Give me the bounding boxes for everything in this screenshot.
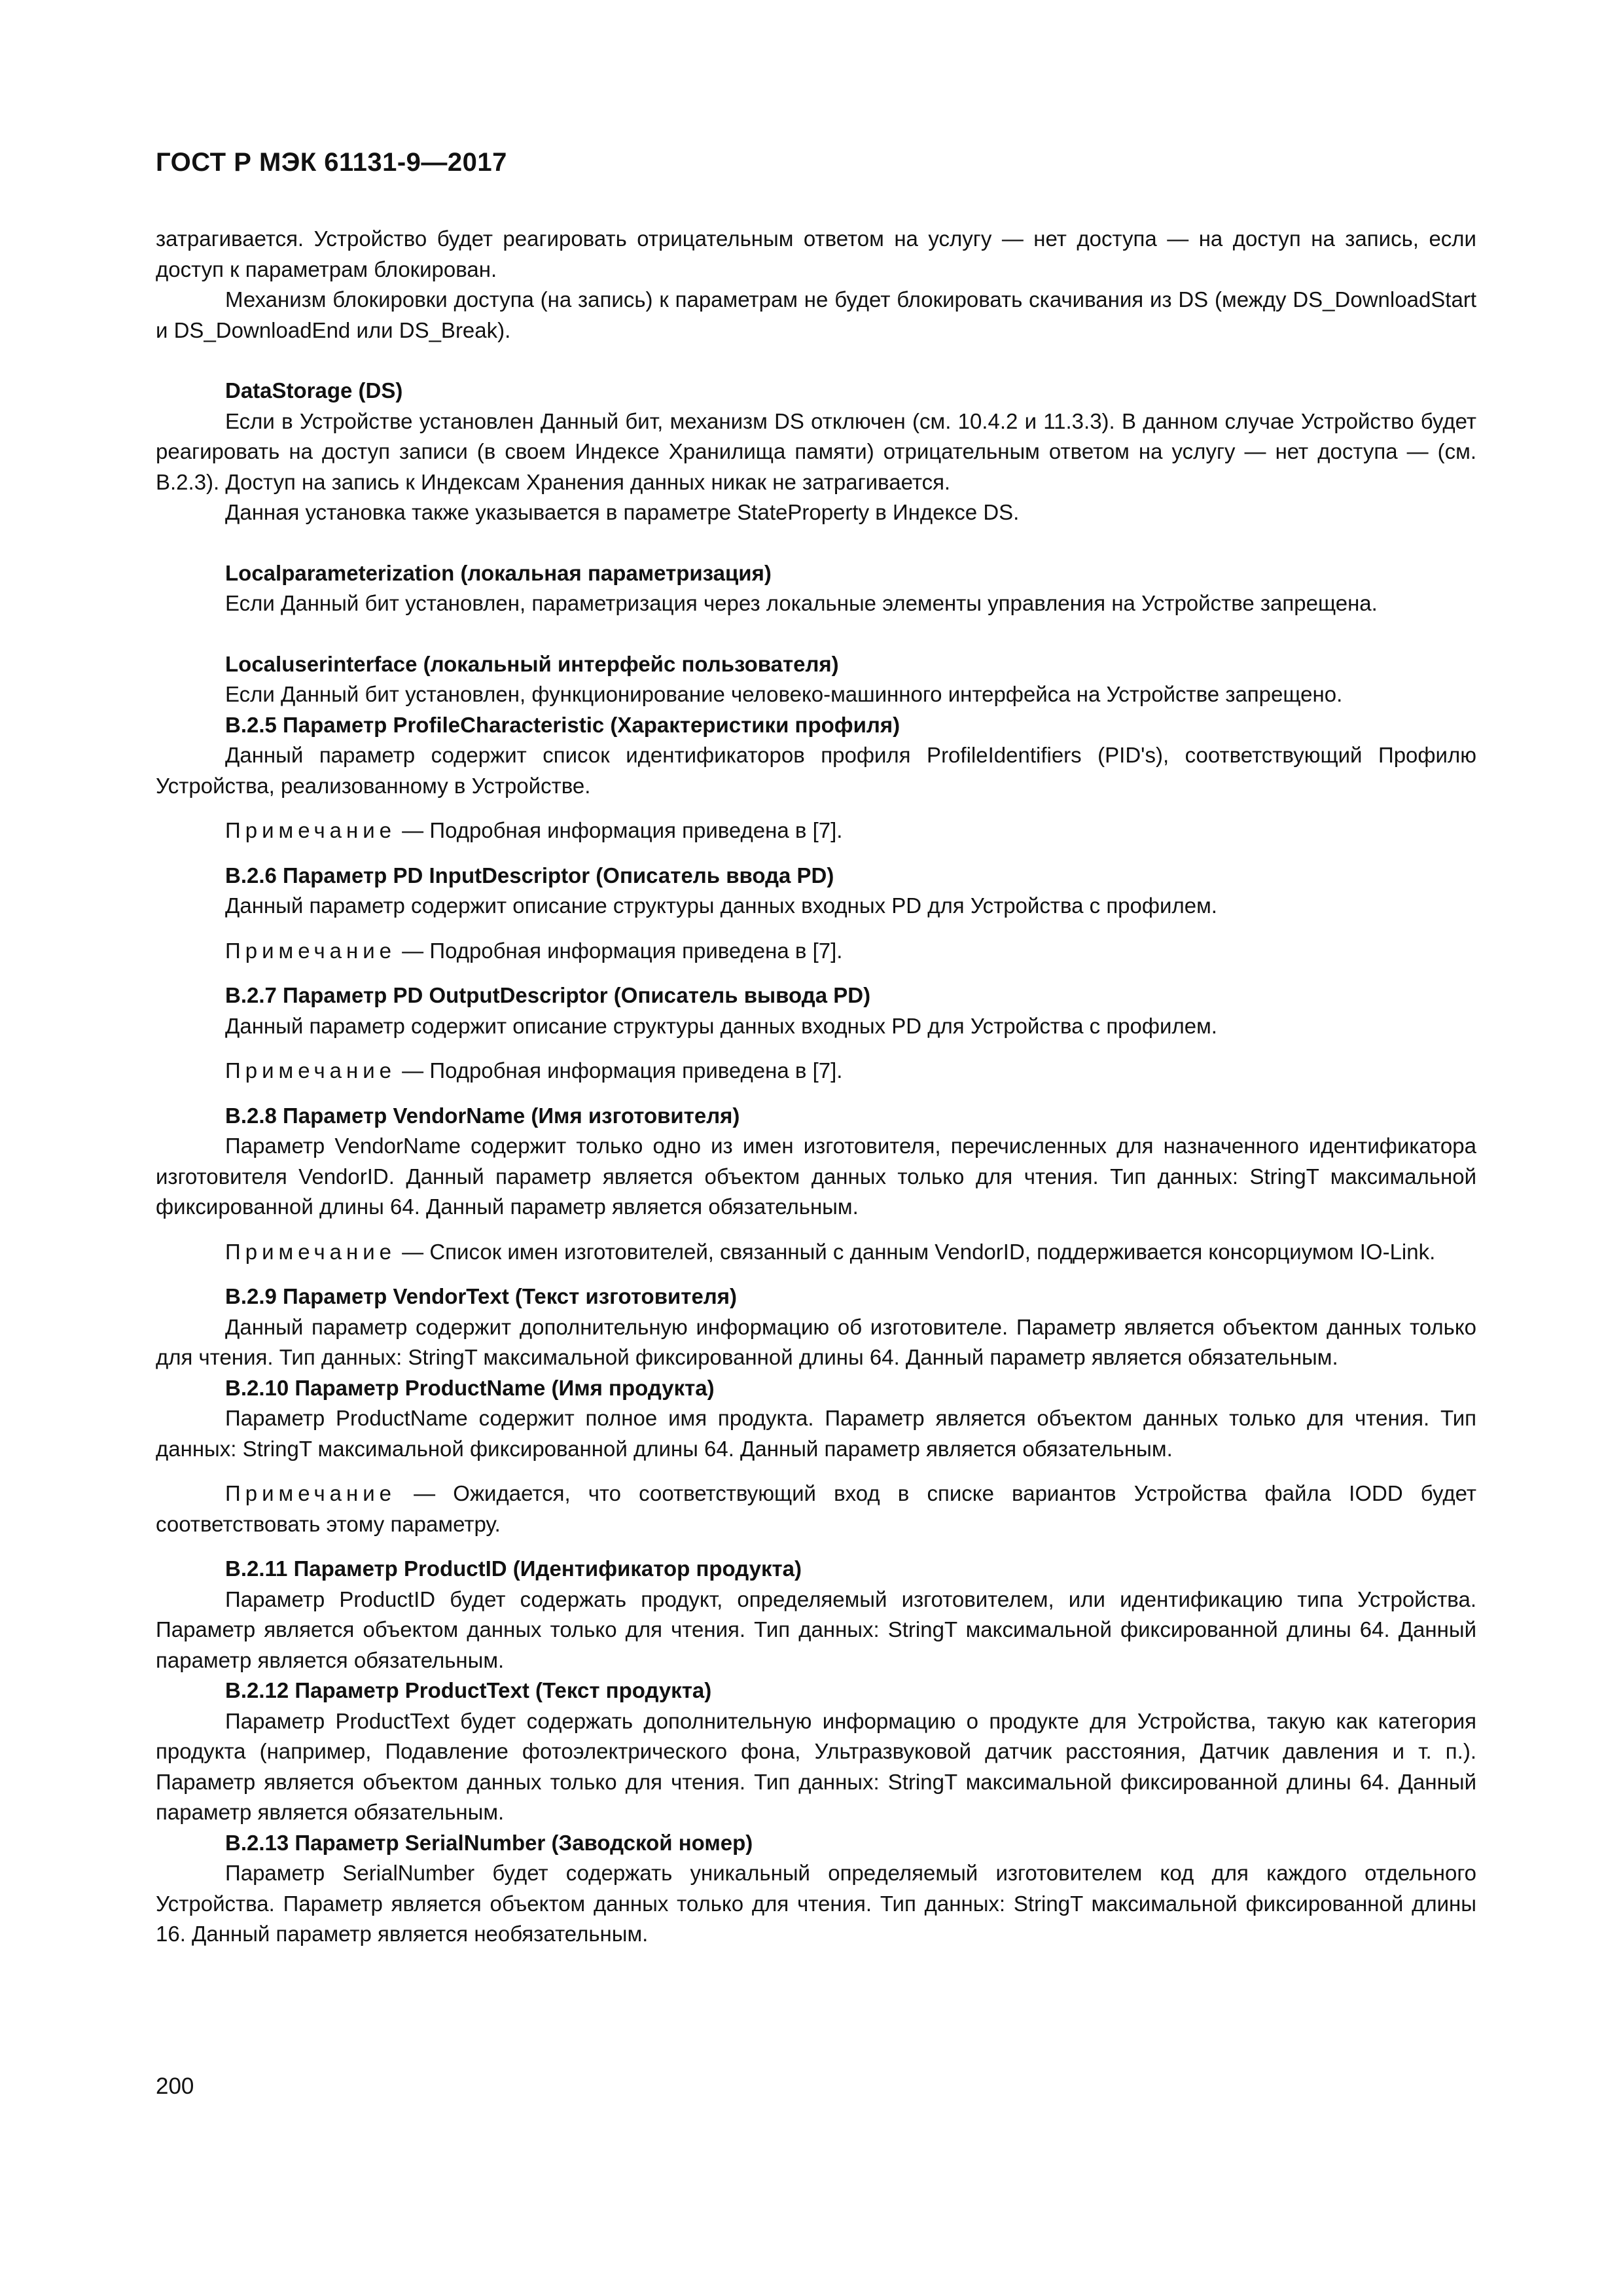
page-number: 200 [156,2073,194,2099]
section-title: В.2.7 Параметр PD OutputDescriptor (Описатель вывода PD) [225,983,871,1007]
section-title: В.2.13 Параметр SerialNumber (Заводской номер) [225,1830,753,1855]
paragraph: Параметр VendorName содержит только одно из имен изготовителя, перечисленных для назначенного идентификатора изготовителя VendorID. Данный параметр является объектом данных только для чтения. Тип данных: StringT максимальной фиксированной длины 64. Данный параметр является обязательным. [156,1134,1476,1219]
paragraph: Если Данный бит установлен, функционирование человеко-машинного интерфейса на Устройстве запрещено. [225,682,1343,706]
paragraph: Данный параметр содержит список идентификаторов профиля ProfileIdentifiers (PID's), соответствующий Профилю Устройства, реализованному в Устройстве. [156,743,1476,798]
section-title: В.2.6 Параметр PD InputDescriptor (Описатель ввода PD) [225,863,834,888]
paragraph: Если Данный бит установлен, параметризация через локальные элементы управления на Устройстве запрещена. [225,591,1378,615]
section-title: В.2.8 Параметр VendorName (Имя изготовителя) [225,1103,740,1128]
note-label: Примечание [225,1481,397,1505]
paragraph: Данная установка также указывается в параметре StateProperty в Индексе DS. [225,500,1020,524]
paragraph: Данный параметр содержит описание структуры данных входных PD для Устройства с профилем. [225,1013,1217,1038]
section-title: DataStorage (DS) [225,378,403,403]
section-title: В.2.9 Параметр VendorText (Текст изготовителя) [225,1284,738,1308]
note-text: — Ожидается, что соответствующий вход в списке вариантов Устройства файла IODD будет соответствовать этому параметру. [156,1481,1476,1536]
paragraph: Данный параметр содержит описание структуры данных входных PD для Устройства с профилем. [225,893,1217,918]
paragraph: Параметр ProductText будет содержать дополнительную информацию о продукте для Устройства, такую как категория продукта (например, Подавление фотоэлектрического фона, Ультразвуковой датчик расстояния, Датчик давления и т. п.). Параметр является объектом данных только для чтения. Тип данных: StringT максимальной фиксированной длины 64. Данный параметр является обязательным. [156,1708,1476,1824]
section-title: В.2.10 Параметр ProductName (Имя продукта) [225,1375,715,1400]
note-label: Примечание [225,818,397,842]
paragraph: Если в Устройстве установлен Данный бит, механизм DS отключен (см. 10.4.2 и 11.3.3). В данном случае Устройство будет реагировать на доступ записи (в своем Индексе Хранилища памяти) отрицательным ответом на услугу — нет доступа — (см. В.2.3). Доступ на запись к Индексам Хранения данных никак не затрагивается. [156,408,1476,494]
note-text: — Подробная информация приведена в [7]. [396,1058,843,1083]
note-text: — Подробная информация приведена в [7]. [396,938,843,963]
note-label: Примечание [225,938,397,963]
section-title: В.2.5 Параметр ProfileCharacteristic (Характеристики профиля) [225,712,901,737]
page-body [156,224,1476,1950]
note-text: — Список имен изготовителей, связанный с данным VendorID, поддерживается консорциумом IO-Link. [396,1239,1436,1264]
note [156,1237,1476,1268]
section-title: В.2.11 Параметр ProductID (Идентификатор продукта) [225,1556,802,1581]
section-title: Localparameterization (локальная параметризация) [225,560,772,585]
section-title: В.2.12 Параметр ProductText (Текст продукта) [225,1678,712,1702]
note-label: Примечание [225,1239,397,1264]
note-text: — Подробная информация приведена в [7]. [396,818,843,842]
note [156,1479,1476,1539]
note [156,936,1476,967]
note [156,1056,1476,1086]
section-title: Localuserinterface (локальный интерфейс пользователя) [225,651,839,676]
paragraph: затрагивается. Устройство будет реагировать отрицательным ответом на услугу — нет доступа — на доступ на запись, если доступ к параметрам блокирован. [156,226,1476,281]
paragraph: Параметр ProductName содержит полное имя продукта. Параметр является объектом данных только для чтения. Тип данных: StringT максимальной фиксированной длины 64. Данный параметр является обязательным. [156,1406,1476,1461]
paragraph: Данный параметр содержит дополнительную информацию об изготовителе. Параметр является объектом данных только для чтения. Тип данных: StringT максимальной фиксированной длины 64. Данный параметр является обязательным. [156,1314,1476,1369]
note [156,816,1476,846]
note-label: Примечание [225,1058,397,1083]
paragraph: Параметр SerialNumber будет содержать уникальный определяемый изготовителем код для каждого отдельного Устройства. Параметр является объектом данных только для чтения. Тип данных: StringT максимальной фиксированной длины 16. Данный параметр является необязательным. [156,1861,1476,1946]
standard-header: ГОСТ Р МЭК 61131-9—2017 [156,148,507,177]
paragraph: Механизм блокировки доступа (на запись) к параметрам не будет блокировать скачивания из DS (между DS_DownloadStart и DS_DownloadEnd или DS_Break). [156,287,1476,342]
paragraph: Параметр ProductID будет содержать продукт, определяемый изготовителем, или идентификацию типа Устройства. Параметр является объектом данных только для чтения. Тип данных: StringT максимальной фиксированной длины 64. Данный параметр является обязательным. [156,1587,1476,1672]
